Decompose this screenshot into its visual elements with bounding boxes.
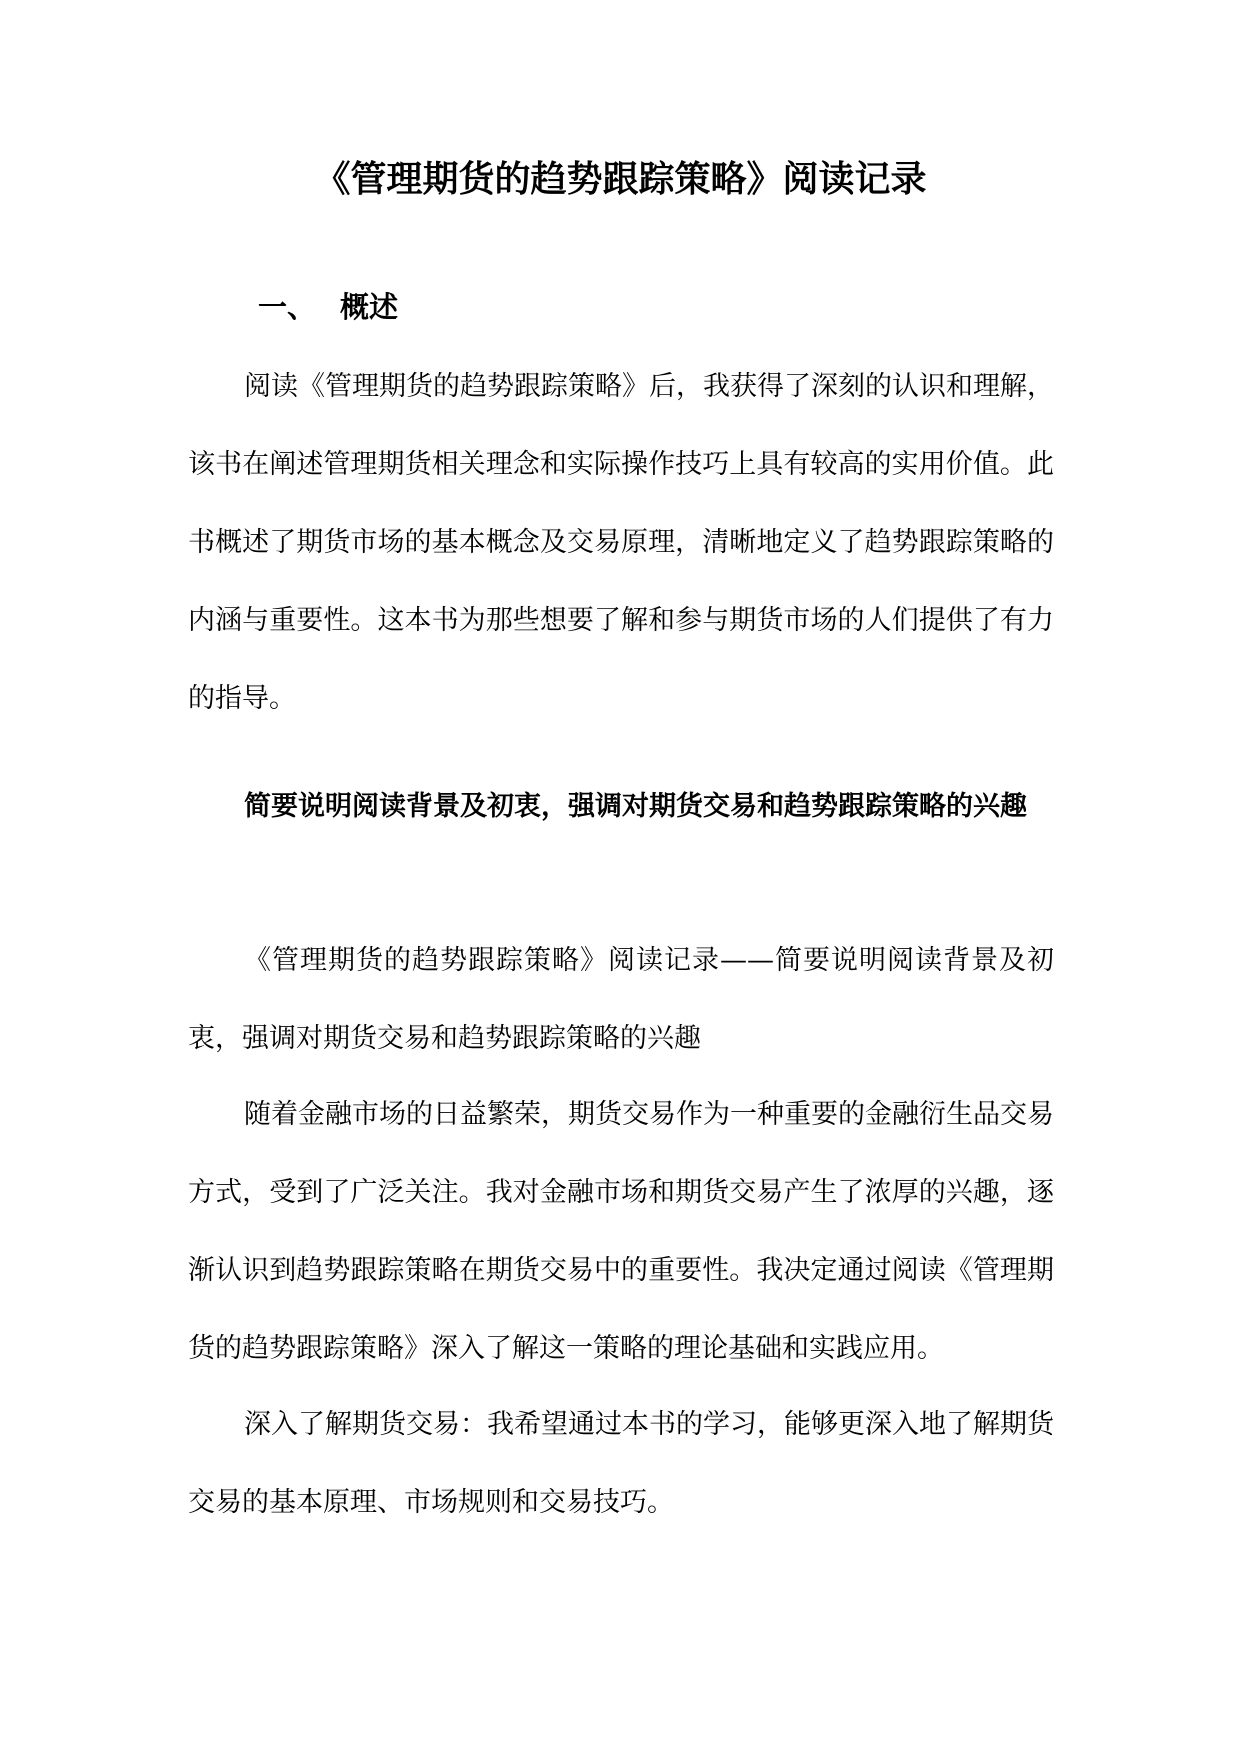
subheading-reading-background: 简要说明阅读背景及初衷，强调对期货交易和趋势跟踪策略的兴趣 — [244, 791, 1027, 822]
section-heading-overview — [258, 282, 398, 332]
paragraph-overview: 阅读《管理期货的趋势跟踪策略》后，我获得了深刻的认识和理解，该书在阐述管理期货相关理念和实际操作技巧上具有较高的实用价值。此书概述了期货市场的基本概念及交易原理，清晰地定义了趋势跟踪策略的内涵与重要性。这本书为那些想要了解和参与期货市场的人们提供了有力的指导。 — [188, 371, 1054, 714]
paragraph-subtitle-repeat: 《管理期货的趋势跟踪策略》阅读记录——简要说明阅读背景及初衷，强调对期货交易和趋势跟踪策略的兴趣 — [188, 945, 1054, 1054]
paragraph-reading-goal: 深入了解期货交易：我希望通过本书的学习，能够更深入地了解期货交易的基本原理、市场规则和交易技巧。 — [188, 1409, 1054, 1518]
document-title: 《管理期货的趋势跟踪策略》阅读记录 — [314, 159, 927, 200]
section-number: 一、 — [258, 290, 317, 324]
section-title: 概述 — [340, 290, 399, 324]
paragraph-reading-background: 随着金融市场的日益繁荣，期货交易作为一种重要的金融衍生品交易方式，受到了广泛关注。我对金融市场和期货交易产生了浓厚的兴趣，逐渐认识到趋势跟踪策略在期货交易中的重要性。我决定通过阅读《管理期货的趋势跟踪策略》深入了解这一策略的理论基础和实践应用。 — [188, 1099, 1054, 1364]
